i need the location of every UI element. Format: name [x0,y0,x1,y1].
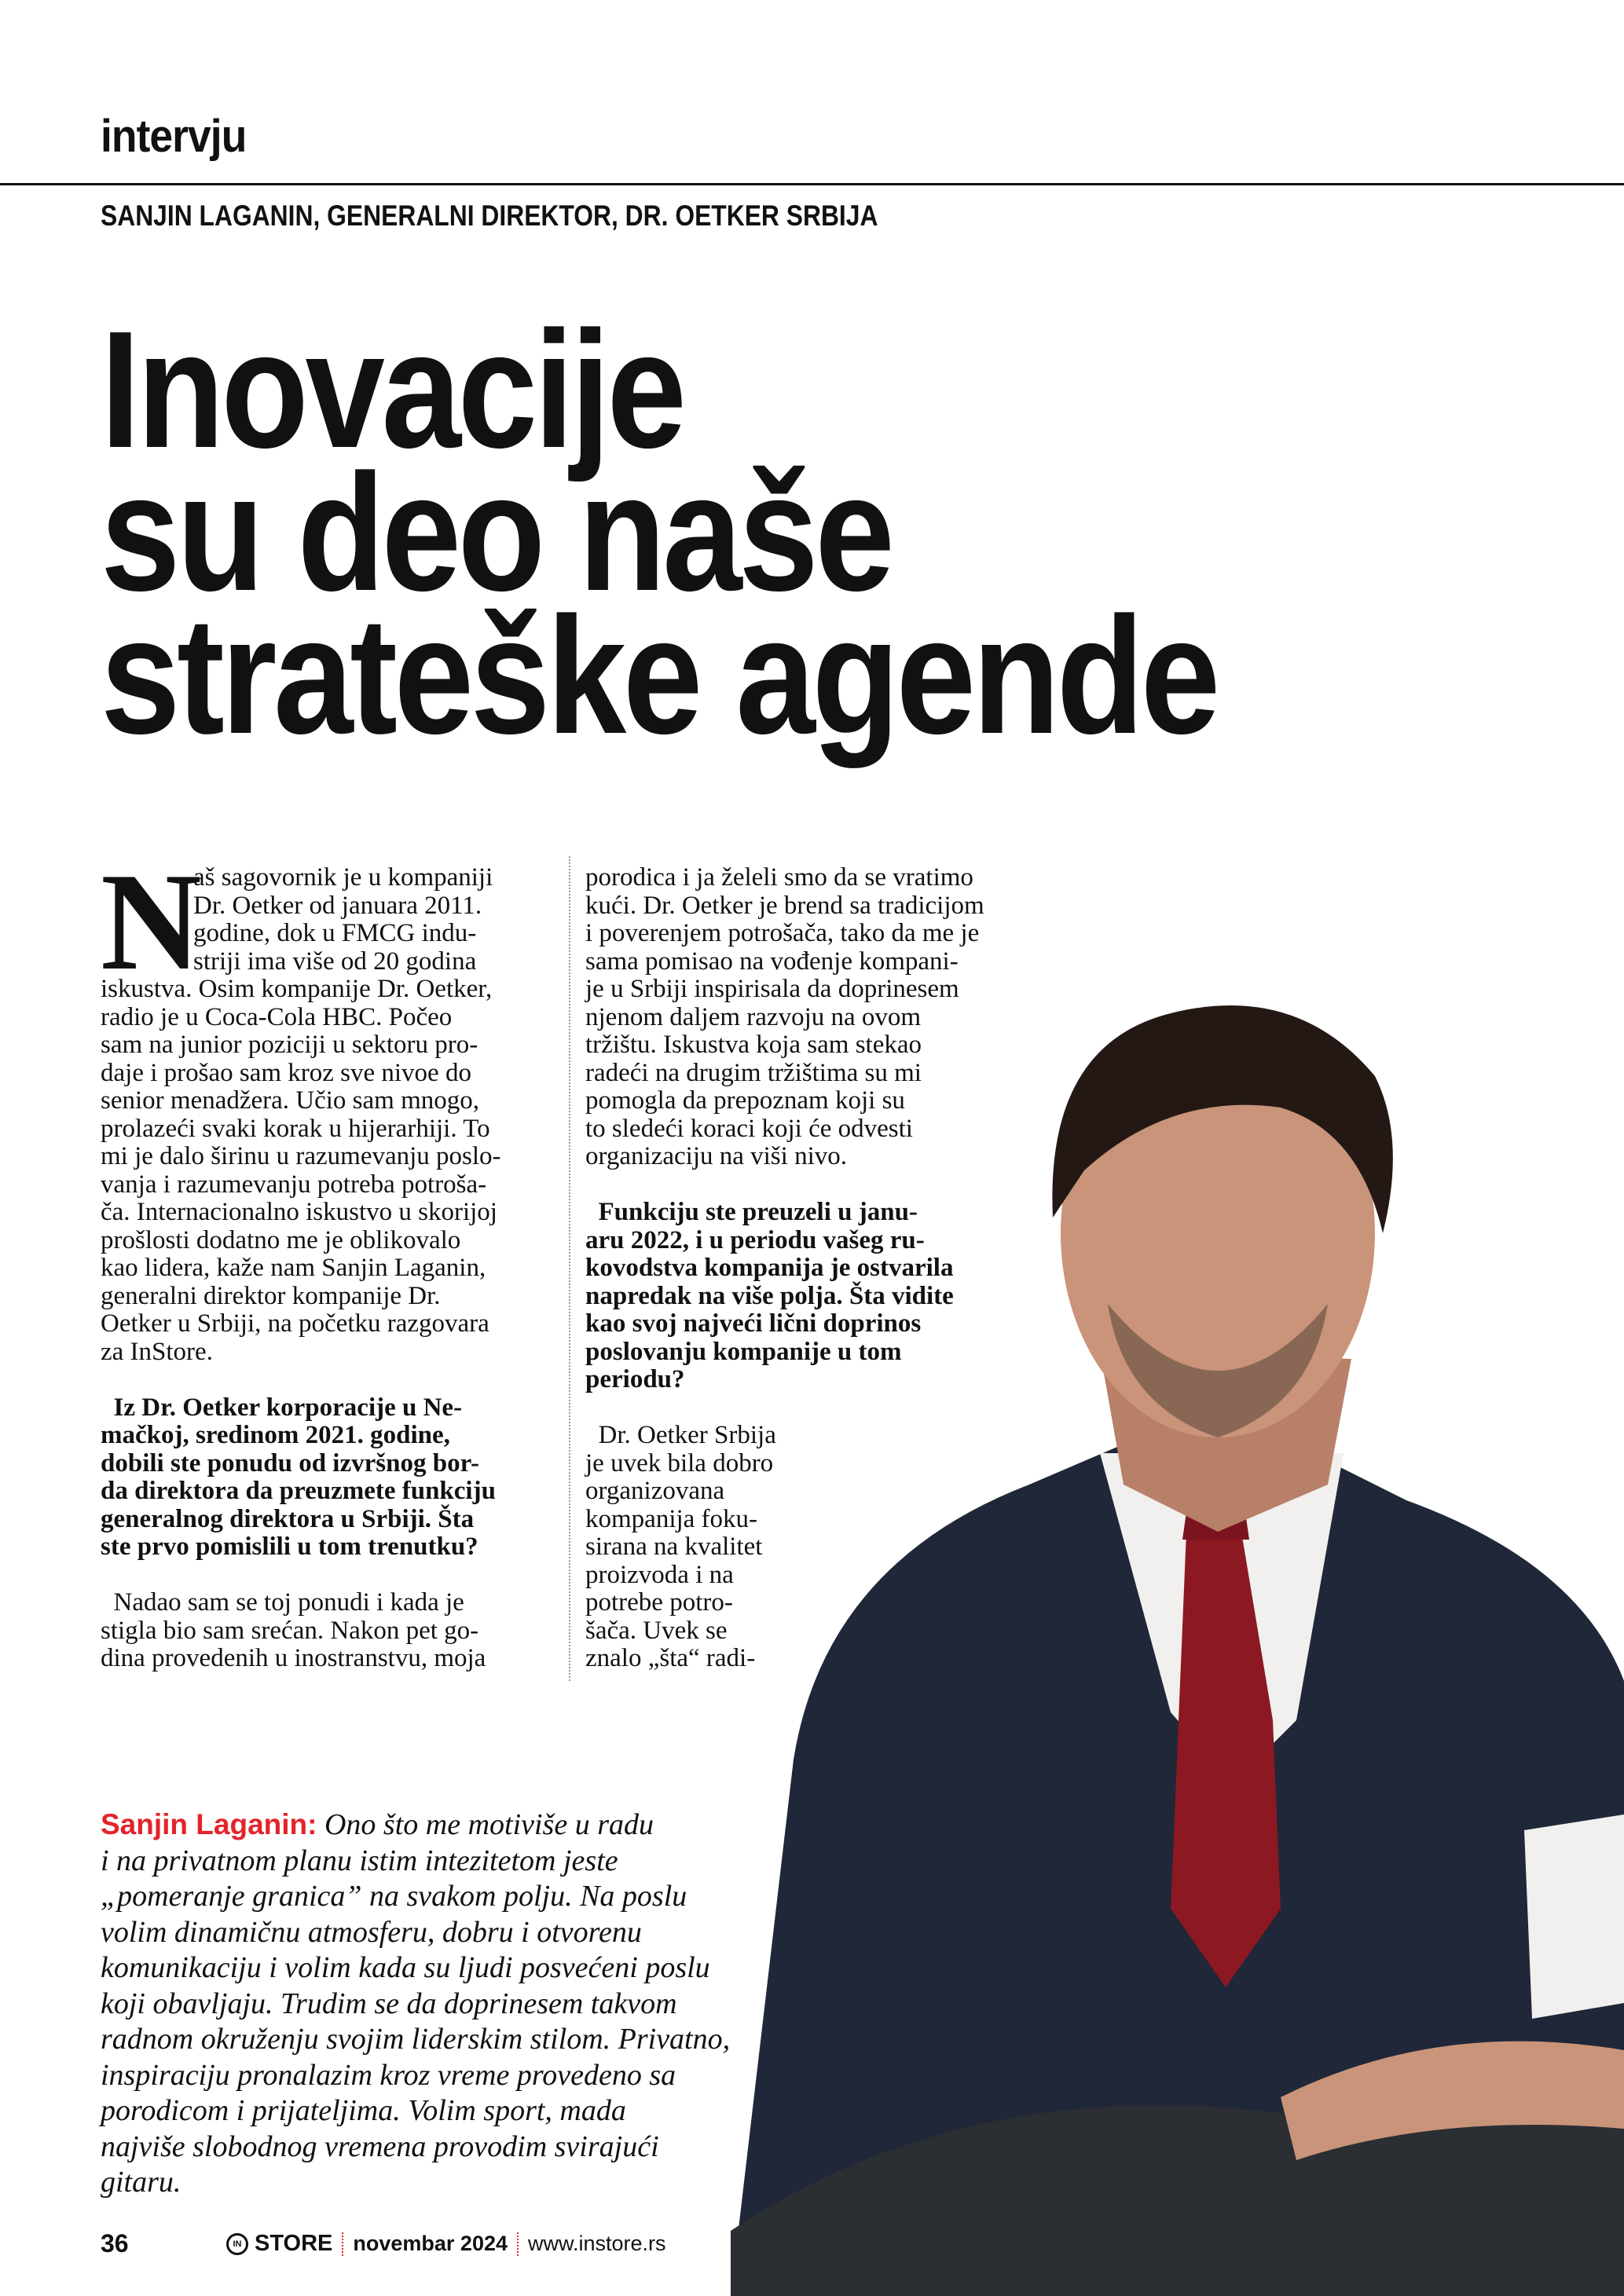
body-line: iskustva. Osim kompanije Dr. Oetker, [101,975,493,1003]
body-line: sam na junior poziciji u sektoru pro- [101,1031,478,1059]
quote-line [101,1807,730,1844]
body-line: Nadao sam se toj ponudi i kada je [101,1588,464,1617]
question-line: napredak na više polja. Šta vidite [585,1281,954,1310]
question-line: mačkoj, sredinom 2021. godine, [101,1421,450,1449]
body-line: Dr. Oetker Srbija [585,1421,776,1449]
body-line: pomogla da prepoznam koji su [585,1086,905,1115]
kicker: SANJIN LAGANIN, GENERALNI DIREKTOR, DR. OETKER SRBIJA [101,200,878,232]
column-divider [569,856,570,1681]
body-line: šača. Uvek se [585,1616,728,1645]
question-line: dobili ste ponudu od izvršnog bor- [101,1448,479,1478]
question-line: aru 2022, i u periodu vašeg ru- [585,1225,925,1254]
body-line: proizvoda i na [585,1560,734,1589]
body-line: je u Srbiji inspirisala da doprinesem [585,975,959,1003]
body-line: kući. Dr. Oetker je brend sa tradicijom [585,891,984,920]
headline-line: Inovacije [101,296,684,482]
page-footer [101,2229,666,2258]
question-line: periodu? [585,1365,685,1393]
body-line: ča. Internacionalno iskustvo u skorijoj [101,1198,497,1226]
body-line: Oetker u Srbiji, na početku razgovara [101,1309,489,1338]
quote-speaker: Sanjin Laganin: [101,1808,317,1840]
headline [101,296,1217,768]
quote-line: koji obavljaju. Trudim se da doprinesem takvom [101,1987,677,2020]
body-line: sama pomisao na vođenje kompani- [585,947,959,976]
body-line: njenom daljem razvoju na ovom [585,1002,922,1031]
body-line: mi je dalo širinu u razumevanju poslo- [101,1142,501,1170]
separator [517,2232,519,2256]
question-line: generalnog direktora u Srbiji. Šta [101,1504,475,1533]
quote-line: volim dinamičnu atmosferu, dobru i otvorenu [101,1915,642,1949]
body-line: kompanija foku- [585,1504,758,1533]
body-line: prošlosti dodatno me je oblikovalo [101,1225,461,1254]
body-line: kao lidera, kaže nam Sanjin Laganin, [101,1254,486,1282]
body-line: za InStore. [101,1337,213,1366]
question-line: Iz Dr. Oetker korporacije u Ne- [101,1393,463,1422]
body-line: Dr. Oetker od januara 2011. [193,891,482,920]
quote-line: „pomeranje granica” na svakom polju. Na poslu [101,1880,687,1913]
quote-line: radnom okruženju svojim liderskim stilom. Privatno, [101,2023,731,2056]
drop-cap: N [101,844,202,999]
body-line: striji ima više od 20 godina [193,947,477,976]
quote-line: gitaru. [101,2166,181,2199]
body-line: tržištu. Iskustva koja sam stekao [585,1031,922,1059]
question-line: ste prvo pomislili u tom trenutku? [101,1532,478,1561]
body-line: porodica i ja želeli smo da se vratimo [585,863,973,892]
question-line: poslovanju kompanije u tom [585,1337,902,1366]
body-line: senior menadžera. Učio sam mnogo, [101,1086,480,1115]
quote-line: komunikaciju i volim kada su ljudi posvećeni poslu [101,1951,710,1984]
question-line: da direktora da preuzmete funkciju [101,1477,496,1505]
body-line: organizovana [585,1477,725,1505]
body-line: znalo „šta“ radi- [585,1644,756,1672]
paragraph-gap [101,1562,501,1590]
body-line: radeći na drugim tržištima su mi [585,1058,922,1087]
body-line: radio je u Coca-Cola HBC. Počeo [101,1002,453,1031]
body-line: je uvek bila dobro [585,1448,774,1478]
website-link[interactable]: www.instore.rs [528,2232,666,2255]
question-line: kao svoj najveći lični doprinos [585,1309,922,1338]
body-line: potrebe potro- [585,1588,733,1617]
question-line: Funkciju ste preuzeli u janu- [585,1198,918,1226]
quote-line: inspiraciju pronalazim kroz vreme provedeno sa [101,2058,676,2092]
body-line: prolazeći svaki korak u hijerarhiji. To [101,1114,490,1143]
paragraph-gap [101,1366,501,1394]
separator [342,2232,343,2256]
headline-line: strateške agende [101,582,1217,768]
body-line: dina provedenih u inostranstvu, moja [101,1644,486,1672]
quote-line: porodicom i prijateljima. Volim sport, mada [101,2094,626,2127]
question-line: kovodstva kompanija je ostvarila [585,1254,954,1282]
body-line: to sledeći koraci koji će odvesti [585,1114,913,1143]
page-number: 36 [101,2229,129,2258]
headline-line: su deo naše [101,439,892,625]
section-label: intervju [101,111,247,162]
paragraph-gap [585,1171,984,1199]
body-line: stigla bio sam srećan. Nakon pet go- [101,1616,479,1645]
quote-line: najviše slobodnog vremena provodim svirajući [101,2129,659,2163]
article-column-2 [585,864,984,1673]
header-rule [0,183,1624,185]
body-line: aš sagovornik je u kompaniji [193,863,493,892]
body-line: daje i prošao sam kroz sve nivoe do [101,1058,471,1087]
body-line: generalni direktor kompanije Dr. [101,1281,441,1310]
brand-name: STORE [255,2231,333,2256]
issue-date: novembar 2024 [353,2232,508,2255]
body-line: sirana na kvalitet [585,1532,763,1561]
paragraph-gap [585,1394,984,1423]
body-line: organizaciju na viši nivo. [585,1142,847,1170]
body-line: i poverenjem potrošača, tako da me je [585,919,980,947]
pull-quote [101,1807,730,2201]
body-line: godine, dok u FMCG indu- [193,919,477,947]
quote-text: Ono što me motiviše u radu [317,1808,654,1841]
body-line: vanja i razumevanju potreba potroša- [101,1170,487,1199]
quote-line: i na privatnom planu istim intezitetom jeste [101,1844,618,1877]
instore-logo-icon: IN [226,2233,248,2255]
article-column-1 [101,844,501,1673]
